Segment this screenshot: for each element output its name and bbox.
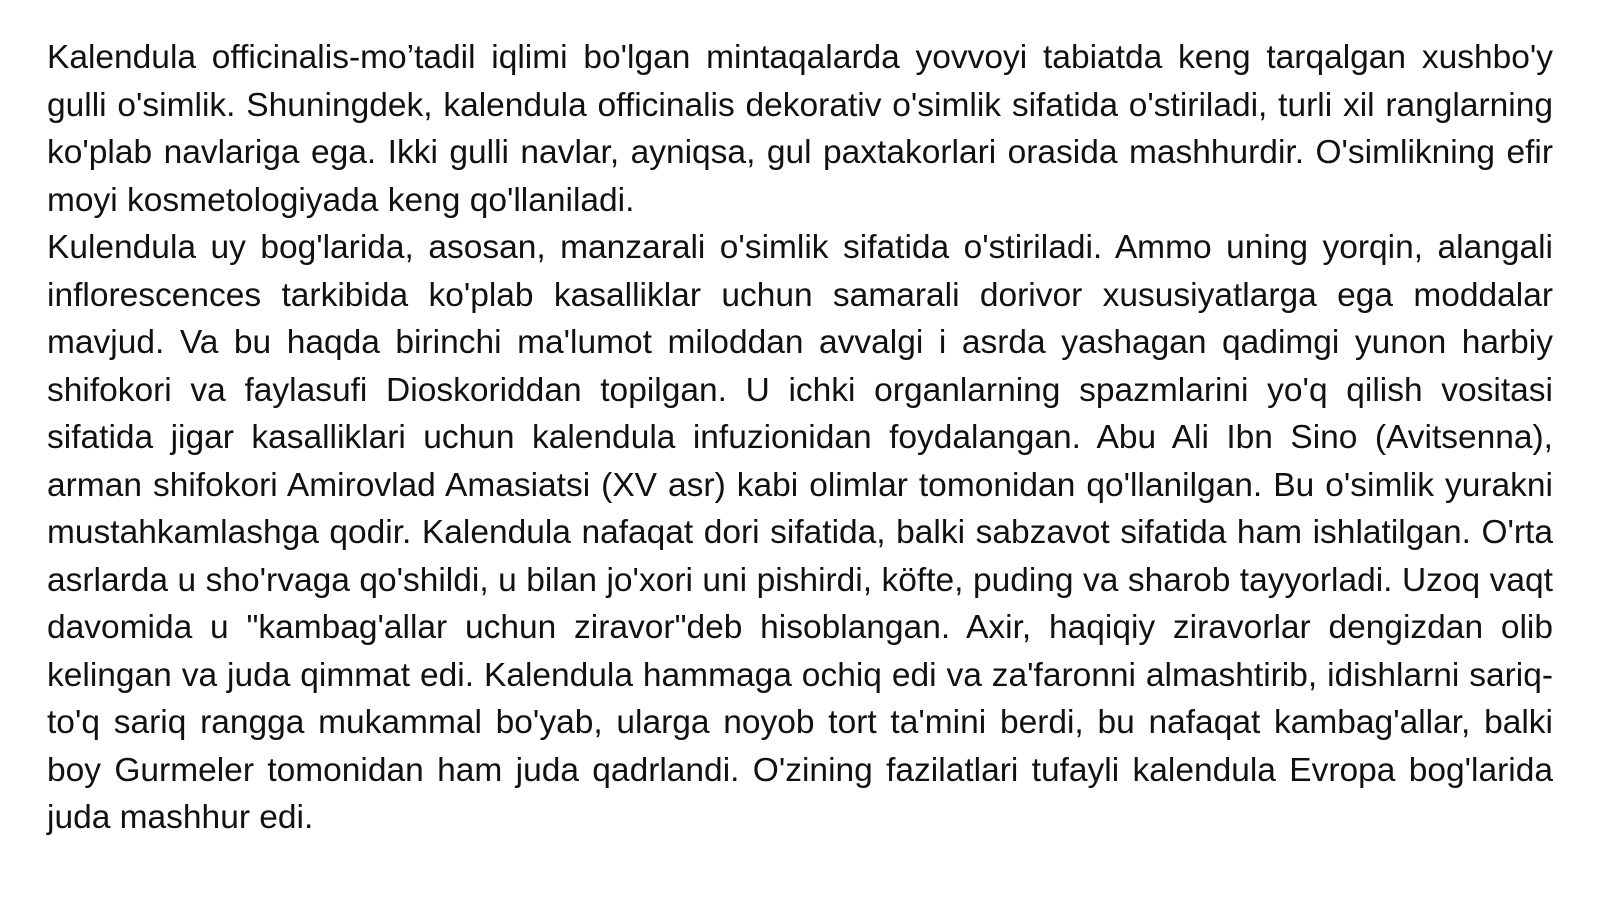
paragraph-calendula-history: Kulendula uy bog'larida, asosan, manzarali o'simlik sifatida o'stiriladi. Ammo uning yorqin, alangali inflorescences tarkibida ko'plab kasalliklar uchun samarali dorivor xususiyatlarga ega moddalar mavjud. Va bu haqda birinchi ma'lumot miloddan avvalgi i asrda yashagan qadimgi yunon harbiy shifokori va faylasufi Dioskoriddan topilgan. U ichki organlarning spazmlarini yo'q qilish vositasi sifatida jigar kasalliklari uchun kalendula infuzionidan foydalangan. Abu Ali Ibn Sino (Avitsenna), arman shifokori Amirovlad Amasiatsi (XV asr) kabi olimlar tomonidan qo'llanilgan. Bu o'simlik yurakni mustahkamlashga qodir. Kalendula nafaqat dori sifatida, balki sabzavot sifatida ham ishlatilgan. O'rta asrlarda u sho'rvaga qo'shildi, u bilan jo'xori uni pishirdi, köfte, puding va sharob tayyorladi. Uzoq vaqt davomida u "kambag'allar uchun ziravor"deb hisoblangan. Axir, haqiqiy ziravorlar dengizdan olib kelingan va juda qimmat edi. Kalendula hammaga ochiq edi va za'faronni almashtirib, idishlarni sariq-to'q sariq rangga mukammal bo'yab, ularga noyob tort ta'mini berdi, bu nafaqat kambag'allar, balki boy Gurmeler tomonidan ham juda qadrlandi. O'zining fazilatlari tufayli kalendula Evropa bog'larida juda mashhur edi. — [47, 229, 1553, 836]
paragraph-calendula-intro: Kalendula officinalis-mo’tadil iqlimi bo'lgan mintaqalarda yovvoyi tabiatda keng tarqalgan xushbo'y gulli o'simlik. Shuningdek, kalendula officinalis dekorativ o'simlik sifatida o'stiriladi, turli xil ranglarning ko'plab navlariga ega. Ikki gulli navlar, ayniqsa, gul paxtakorlari orasida mashhurdir. O'simlikning efir moyi kosmetologiyada keng qo'llaniladi. — [47, 39, 1553, 219]
document-body — [47, 34, 1553, 842]
